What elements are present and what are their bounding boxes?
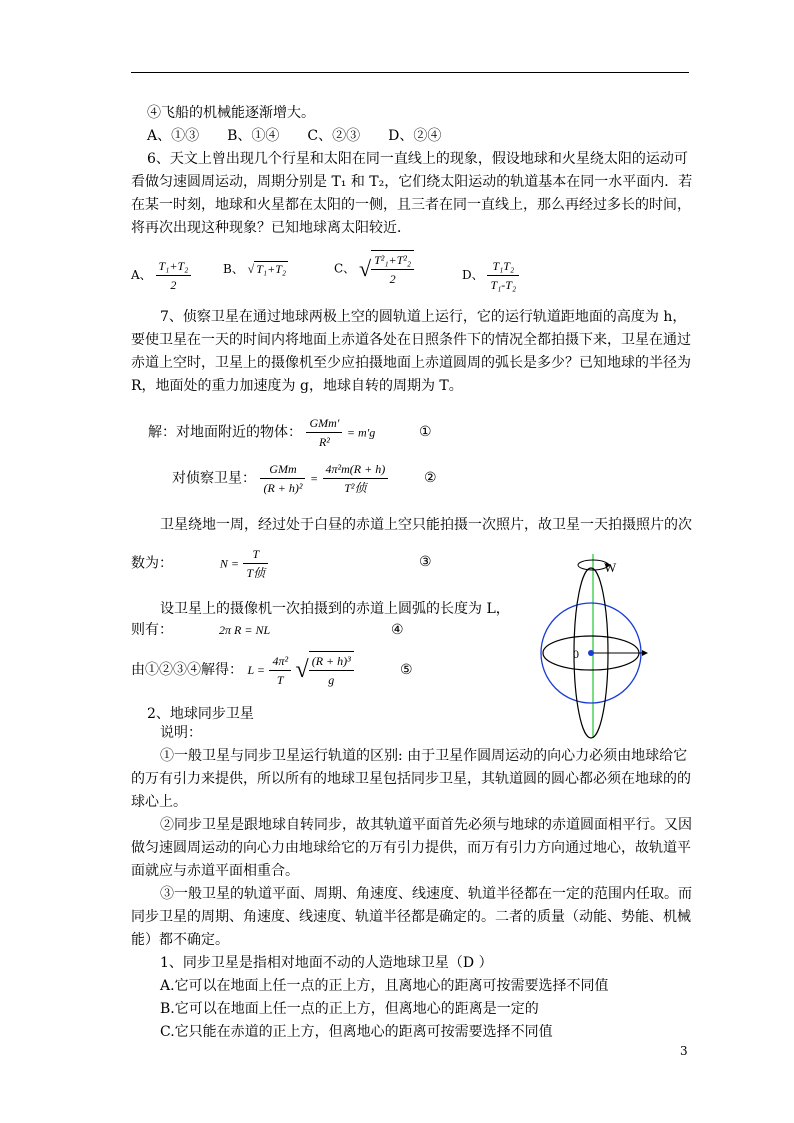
option-b-label: B、 — [223, 262, 244, 276]
equation-lhs: N = — [219, 556, 240, 571]
equation-tag: ① — [419, 424, 432, 440]
text-line: 面就应与赤道平面相重合。 — [131, 863, 299, 879]
equation-tag: ④ — [391, 622, 404, 638]
denominator: T — [276, 672, 284, 687]
text-line: B.它可以在地面上任一点的正上方，但离地心的距离是一定的 — [160, 1001, 539, 1017]
text-line: 赤道上空时，卫星上的摄像机至少应拍摄地面上赤道圆周的弧长是多少？已知地球的半径为 — [131, 355, 691, 371]
denominator: T²侦 — [344, 481, 367, 495]
option-c-denominator: 2 — [389, 272, 396, 286]
option-a-denominator: 2 — [170, 278, 177, 292]
center-label: 0 — [573, 647, 579, 661]
text-line: 做匀速圆周运动的向心力由地球给它的万有引力提供，而万有引力方向通过地心，故轨道平 — [131, 840, 691, 856]
page-number: 3 — [680, 1044, 688, 1058]
equation-5 — [131, 651, 354, 689]
numerator: GMm′ — [306, 414, 342, 433]
equation-label: 数为： — [131, 555, 173, 572]
equation-tag: ② — [424, 470, 437, 486]
text-line: 要使卫星在一天的时间内将地面上赤道各处在日照条件下的情况全都拍摄下来，卫星在通过 — [131, 332, 691, 348]
equation-3 — [131, 545, 268, 582]
option-a — [131, 257, 191, 294]
option-a-fraction — [156, 257, 192, 294]
denominator: T侦 — [246, 566, 266, 580]
equals-sign: = — [309, 471, 319, 486]
equation-tag: ⑤ — [400, 662, 413, 678]
header-rule — [131, 72, 689, 73]
section-title: 2、地球同步卫星 — [147, 706, 254, 722]
equation-fraction — [243, 545, 268, 582]
equation-label: 解：对地面附近的物体： — [148, 424, 302, 441]
option-d-fraction — [487, 257, 519, 294]
equation-4: 2π R = NL — [219, 623, 271, 637]
equation-fraction — [309, 651, 354, 689]
text-line: ①一般卫星与同步卫星运行轨道的区别: 由于卫星作圆周运动的向心力必须由地球给它 — [160, 748, 688, 764]
numerator: T — [243, 545, 268, 564]
text-line: 球心上。 — [131, 794, 187, 810]
text-line: 1、同步卫星是指相对地面不动的人造地球卫星（D ） — [160, 955, 493, 971]
option-d-numerator: T₁T₂ — [487, 257, 519, 276]
earth-orbit-diagram — [528, 548, 658, 744]
equation-fraction — [323, 460, 389, 497]
denominator: (R + h)² — [263, 481, 303, 495]
text-line: 说明： — [160, 725, 202, 741]
equation-fraction — [306, 414, 342, 451]
option-a-label: A、 — [131, 268, 152, 282]
text-line: R，地面处的重力加速度为 g，地球自转的周期为 T。 — [131, 378, 463, 394]
sqrt-icon: √ — [247, 262, 255, 276]
equation-1 — [148, 414, 375, 451]
text-line: 的万有引力来提供，所以所有的地球卫星包括同步卫星，其轨道圆的圆心都必须在地球的的 — [131, 771, 691, 787]
text-line: C.它只能在赤道的正上方，但离地心的距离可按需要选择不同值 — [160, 1024, 553, 1040]
option-b-expression: T₁+T₂ — [256, 262, 287, 276]
option-b — [223, 260, 288, 278]
text-line: 同步卫星的周期、角速度、线速度、轨道半径都是确定的。二者的质量（动能、势能、机械 — [131, 909, 691, 925]
text-line: 则有： — [131, 622, 173, 638]
option-c-numerator: T²₁+T²₂ — [371, 251, 414, 270]
text-line: 在某一时刻，地球和火星都在太阳的一侧，且三者在同一直线上，那么再经过多长的时间， — [131, 197, 691, 213]
axis-label: W — [604, 560, 617, 575]
text-line: A.它可以在地面上任一点的正上方，且离地心的距离可按需要选择不同值 — [160, 978, 609, 994]
text-line: 卫星绕地一周，经过处于白昼的赤道上空只能拍摄一次照片，故卫星一天拍摄照片的次 — [160, 517, 692, 533]
text-line: 将再次出现这种现象？已知地球离太阳较近． — [131, 220, 411, 236]
equation-tag: ③ — [419, 554, 432, 570]
option-c-fraction — [371, 250, 414, 288]
text-line: ③一般卫星的轨道平面、周期、角速度、线速度、轨道半径都在一定的范围内任取。而 — [160, 886, 692, 902]
arrowhead-icon — [642, 650, 648, 656]
numerator: GMm — [260, 460, 305, 479]
option-d — [462, 257, 519, 294]
text-line: ②同步卫星是跟地球自转同步，故其轨道平面首先必须与地球的赤道圆面相平行。又因 — [160, 817, 692, 833]
text-line: 看做匀速圆周运动，周期分别是 T₁ 和 T₂，它们绕太阳运动的轨道基本在同一水平面内．若 — [131, 174, 693, 190]
text-line: 7、侦察卫星在通过地球两极上空的圆轨道上运行，它的运行轨道距地面的高度为 h， — [160, 309, 687, 325]
text-line: A、①③ B、①④ C、②③ D、②④ — [147, 128, 442, 144]
denominator: g — [328, 673, 335, 687]
denominator: R² — [318, 435, 330, 449]
numerator: 4π²m(R + h) — [323, 460, 389, 479]
equation-fraction — [269, 652, 291, 689]
equation-label: 对侦察卫星： — [172, 470, 256, 487]
option-d-denominator: T₁-T₂ — [490, 278, 517, 292]
text-line: 能）都不确定。 — [131, 932, 229, 948]
numerator: (R + h)³ — [309, 652, 354, 671]
equation-fraction — [260, 460, 305, 497]
sqrt-icon: √ — [359, 256, 372, 281]
text-line: 设卫星上的摄像机一次拍摄到的赤道上圆弧的长度为 L， — [160, 601, 510, 617]
earth-center-dot — [588, 650, 594, 656]
equation-2 — [172, 460, 388, 497]
numerator: 4π² — [269, 652, 291, 671]
text-line: ④飞船的机械能逐渐增大。 — [147, 105, 315, 121]
option-d-label: D、 — [462, 268, 484, 282]
sqrt-icon: √ — [295, 657, 309, 683]
equation-rhs: = m′g — [346, 425, 376, 440]
option-a-numerator: T₁+T₂ — [156, 257, 192, 276]
equation-label: 由①②③④解得： — [131, 662, 243, 678]
option-c — [334, 250, 414, 288]
text-line: 6、天文上曾出现几个行星和太阳在同一直线上的现象，假设地球和火星绕太阳的运动可 — [147, 151, 688, 167]
option-c-label: C、 — [334, 261, 356, 276]
equation-lhs: L = — [247, 663, 266, 677]
